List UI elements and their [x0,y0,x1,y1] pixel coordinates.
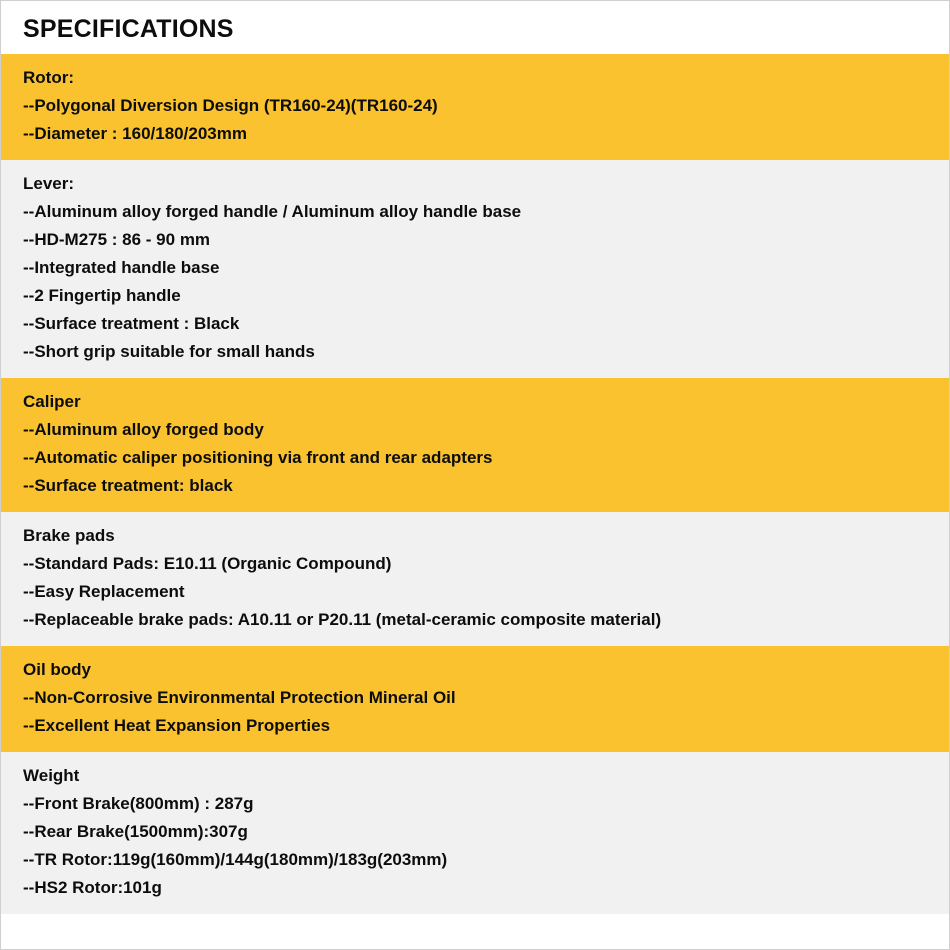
spec-section-heading: Brake pads [23,526,115,545]
spec-section-line: --Excellent Heat Expansion Properties [23,716,331,735]
spec-section-line: --Surface treatment : Black [23,314,240,333]
spec-section-heading: Lever: [23,174,75,193]
spec-section-line: --Aluminum alloy forged body [23,420,264,439]
spec-section-line: --Rear Brake(1500mm):307g [23,822,248,841]
spec-section [1,378,949,512]
spec-section-line: --Easy Replacement [23,582,185,601]
spec-section-line: --Standard Pads: E10.11 (Organic Compound) [23,554,392,573]
spec-section-line: --Automatic caliper positioning via front and rear adapters [23,448,493,467]
spec-section-heading: Weight [23,766,80,785]
spec-section-heading: Caliper [23,392,81,411]
spec-section [1,160,949,378]
spec-section [1,646,949,752]
spec-section-line: --Aluminum alloy forged handle / Aluminum alloy handle base [23,202,522,221]
spec-section-line: --Short grip suitable for small hands [23,342,315,361]
spec-section-line: --Integrated handle base [23,258,220,277]
spec-section-line: --TR Rotor:119g(160mm)/144g(180mm)/183g(203mm) [23,850,448,869]
page-title: SPECIFICATIONS [23,15,234,43]
spec-section-line: --Diameter : 160/180/203mm [23,124,247,143]
spec-section-line: --HD-M275 : 86 - 90 mm [23,230,211,249]
spec-section-line: --2 Fingertip handle [23,286,181,305]
spec-section [1,752,949,914]
specifications-sections [1,54,949,914]
spec-section-line: --Polygonal Diversion Design (TR160-24)(TR160-24) [23,96,438,115]
spec-section-heading: Oil body [23,660,91,679]
spec-section-line: --HS2 Rotor:101g [23,878,162,897]
spec-section-line: --Non-Corrosive Environmental Protection Mineral Oil [23,688,456,707]
spec-section [1,512,949,646]
spec-section-line: --Surface treatment: black [23,476,233,495]
spec-section-line: --Front Brake(800mm) : 287g [23,794,254,813]
title-bar [1,1,949,54]
spec-section-line: --Replaceable brake pads: A10.11 or P20.11 (metal-ceramic composite material) [23,610,662,629]
spec-section-heading: Rotor: [23,68,74,87]
spec-section [1,54,949,160]
